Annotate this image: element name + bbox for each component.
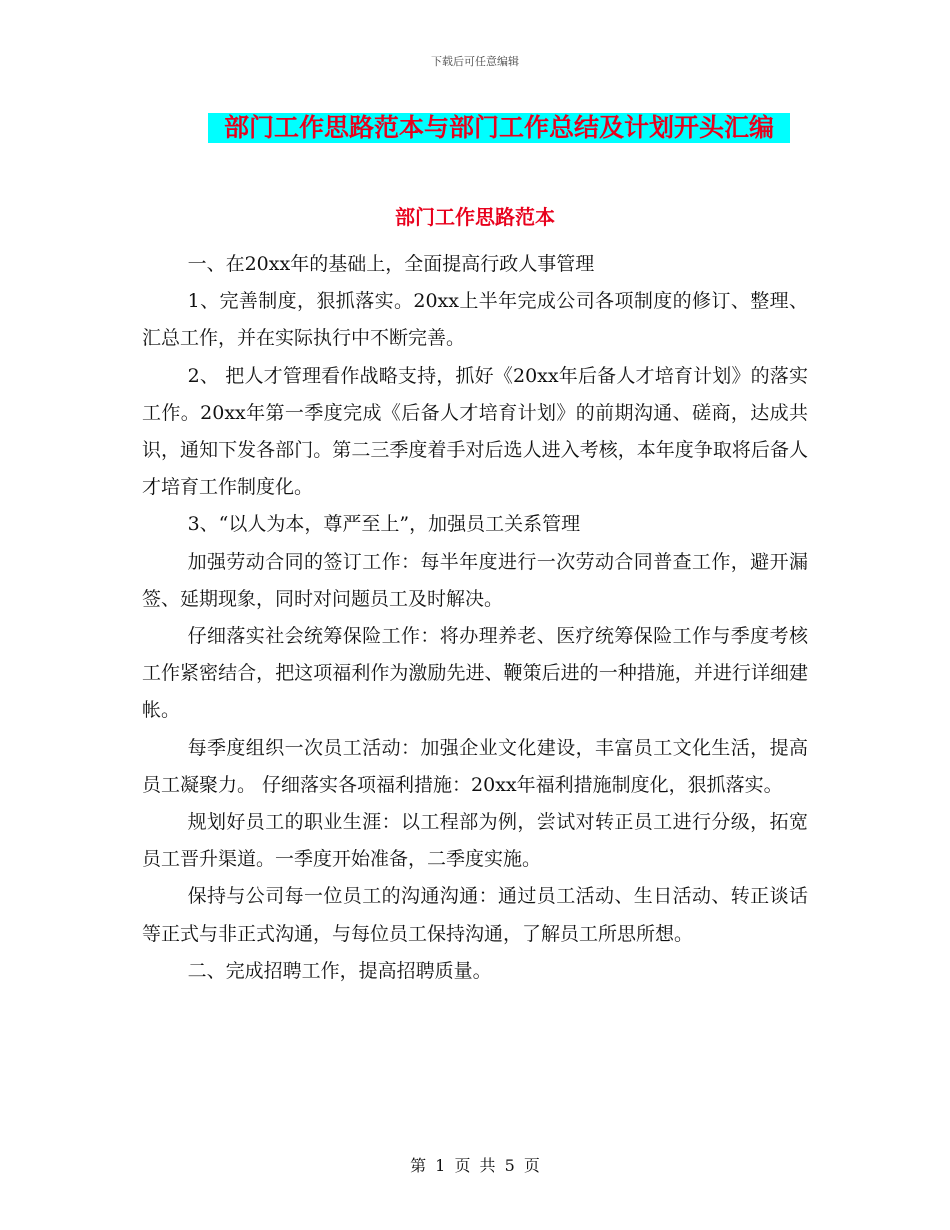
paragraph: 3、“以人为本，尊严至上”，加强员工关系管理 <box>187 513 581 536</box>
paragraph: 二、完成招聘工作，提高招聘质量。 <box>187 959 492 982</box>
section-title: 部门工作思路范本 <box>395 205 555 229</box>
document-body <box>142 246 808 990</box>
paragraph: 加强劳动合同的签订工作：每半年度进行一次劳动合同普查工作，避开漏签、延期现象，同时对问题员工及时解决。 <box>142 550 808 610</box>
paragraph: 2、 把人才管理看作战略支持，抓好《20xx年后备人才培育计划》的落实工作。20xx年第一季度完成《后备人才培育计划》的前期沟通、磋商，达成共识，通知下发各部门。第二三季度着手对后选人进入考核，本年度争取将后备人才培育工作制度化。 <box>142 364 808 499</box>
paragraph: 仔细落实社会统筹保险工作：将办理养老、医疗统筹保险工作与季度考核工作紧密结合，把这项福利作为激励先进、鞭策后进的一种措施，并进行详细建帐。 <box>142 625 808 722</box>
paragraph: 1、完善制度，狠抓落实。20xx上半年完成公司各项制度的修订、整理、汇总工作，并在实际执行中不断完善。 <box>142 290 808 350</box>
document-title: 部门工作思路范本与部门工作总结及计划开头汇编 <box>208 113 790 143</box>
page-footer: 第 1 页 共 5 页 <box>410 1156 540 1175</box>
paragraph: 保持与公司每一位员工的沟通沟通：通过员工活动、生日活动、转正谈话等正式与非正式沟通，与每位员工保持沟通，了解员工所思所想。 <box>142 885 808 945</box>
header-note: 下载后可任意编辑 <box>431 55 519 68</box>
paragraph: 一、在20xx年的基础上，全面提高行政人事管理 <box>187 253 595 275</box>
paragraph: 每季度组织一次员工活动：加强企业文化建设，丰富员工文化生活，提高员工凝聚力。 仔细落实各项福利措施：20xx年福利措施制度化，狠抓落实。 <box>142 736 808 796</box>
paragraph: 规划好员工的职业生涯：以工程部为例，尝试对转正员工进行分级，拓宽员工晋升渠道。一季度开始准备，二季度实施。 <box>142 811 808 871</box>
